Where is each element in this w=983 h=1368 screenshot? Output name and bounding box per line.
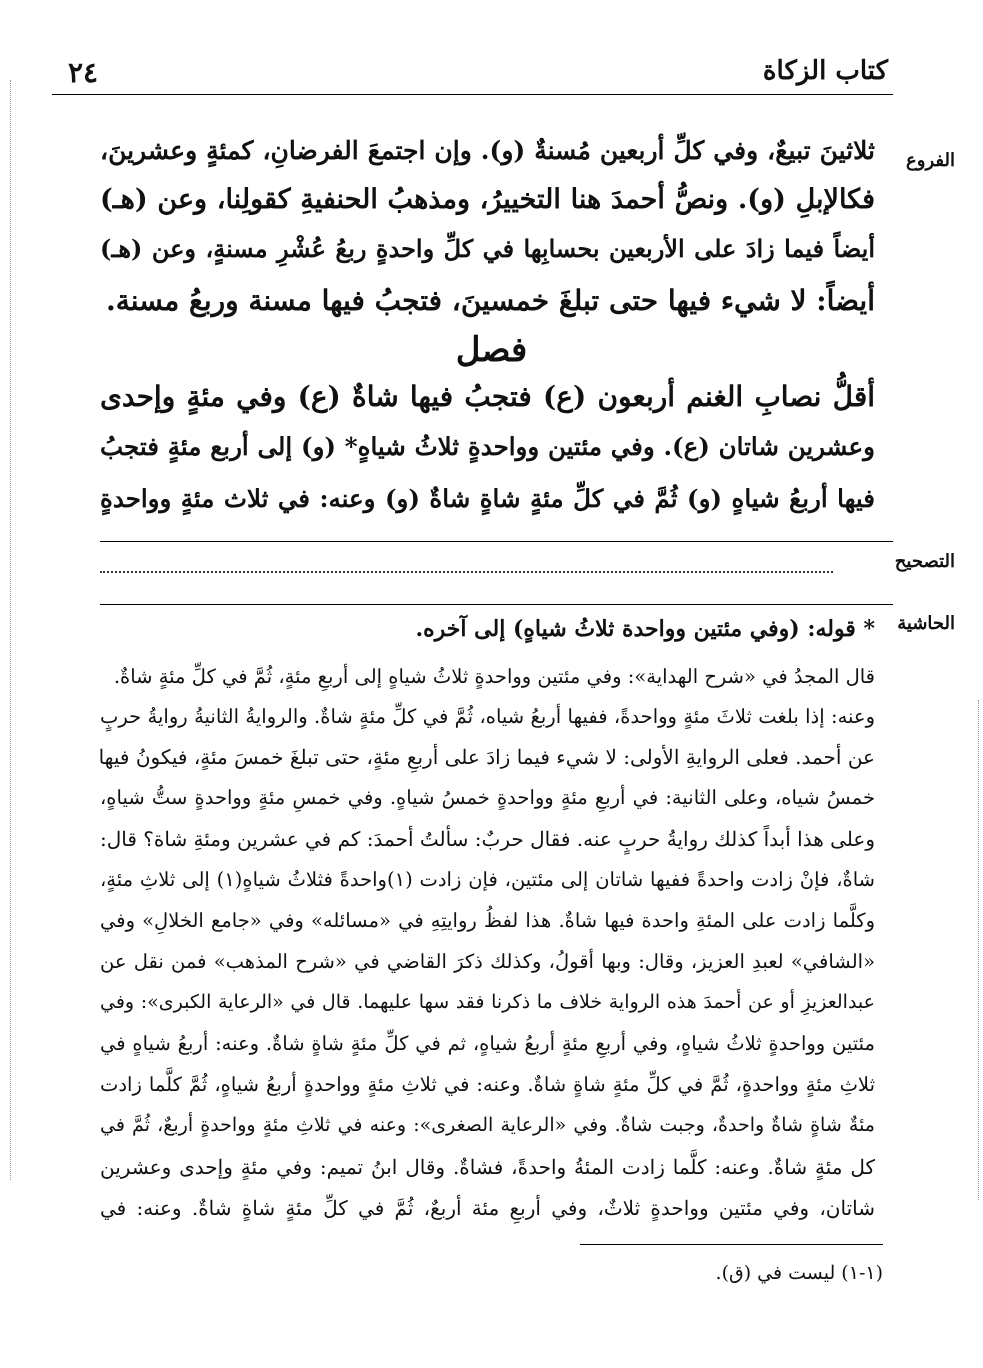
- commentary-line: وعنه: إذا بلغت ثلاثَ مئةٍ وواحدةً، ففيها أربعُ شياه، ثُمَّ في كلِّ مئةٍ شاةٌ. والروايةُ الثانيةُ روايةُ حربٍ: [100, 705, 875, 728]
- commentary-line: مئتين وواحدةٍ ثلاثُ شياهٍ، وفي أربعِ مئةٍ أربعُ شياهٍ، ثم في كلِّ مئةٍ شاةٍ شاةٌ. وعنه: أربعُ شياهٍ في: [100, 1032, 875, 1055]
- commentary-line: عن أحمد. فعلى الروايةِ الأولى: لا شيء فيما زادَ على أربعِ مئةٍ، حتى تبلغَ خمسَ مئةٍ، فيكونُ فيها: [98, 745, 875, 769]
- hashiya-rule: [100, 604, 893, 605]
- commentary-line: مئةٌ شاةٍ شاةٌ واحدةٌ، وجبت شاةٌ. وفي «الرعاية الصغرى»: وعنه في ثلاثِ مئةٍ وواحدةٍ أربعٌ، ثُمَّ في: [100, 1114, 875, 1136]
- page-number: ٢٤: [68, 56, 99, 89]
- margin-label-furu: الفروع: [906, 150, 955, 171]
- commentary-line: خمسُ شياه، وعلى الثانية: في أربعِ مئةٍ وواحدةٍ خمسُ شياهٍ. وفي خمسِ مئةٍ وواحدةٍ ستُّ شياهٍ،: [100, 786, 875, 809]
- main-text-line: أيضاً: لا شيء فيها حتى تبلغَ خمسينَ، فتجبُ فيها مسنة وربعُ مسنة.: [106, 284, 875, 317]
- scan-edge-right: [978, 700, 981, 1200]
- main-text-line: أقلُّ نصابِ الغنم أربعون (ع) فتجبُ فيها شاةٌ (ع) وفي مئةٍ وإحدى: [100, 380, 875, 413]
- commentary-line: وعلى هذا أبداً كذلك روايةُ حربٍ عنه. فقال حربٌ: سألتُ أحمدَ: كم في عشرين ومئةِ شاة؟ قال:: [99, 827, 875, 851]
- commentary-line: ثلاثِ مئةٍ وواحدةٍ، ثُمَّ في كلِّ مئةٍ شاةٍ شاةٌ. وعنه: في ثلاثِ مئةٍ وواحدةٍ أربعُ شياهٍ، ثُمَّ كلَّما زادت: [100, 1073, 875, 1096]
- section-heading: فصل: [455, 330, 528, 370]
- commentary-line: شاتان، وفي مئتين وواحدةٍ ثلاثٌ، وفي أربعِ مئة أربعٌ، ثُمَّ في كلِّ مئةٍ شاةٍ شاةٌ. وعنه: في: [100, 1196, 875, 1220]
- commentary-line: قال المجدُ في «شرح الهداية»: وفي مئتين وواحدةٍ ثلاثُ شياهٍ إلى أربعِ مئةٍ، ثُمَّ في كلِّ مئةٍ شاةٌ.: [113, 665, 875, 688]
- main-text-rule: [100, 541, 893, 542]
- commentary-line: كل مئةٍ شاةٌ. وعنه: كلَّما زادت المئةُ واحدةً، فشاةٌ. وقال ابنُ تميم: وفي مئةٍ وإحدى وعشرين: [100, 1155, 875, 1179]
- commentary-line: «الشافي» لعبدِ العزيز، وقال: وبها أقولُ، وكذلك ذكرَ القاضي في «شرح المذهب» فمن نقل عن: [100, 950, 875, 973]
- tashih-dotted-line: [100, 571, 833, 573]
- commentary-line: شاةٌ، فإنْ زادت واحدةً ففيها شاتان إلى مئتين، فإن زادت (١)واحدةً فثلاثُ شياهٍ(١) إلى ثلاثِ مئةٍ،: [100, 868, 875, 891]
- margin-label-tashih: التصحيح: [894, 551, 955, 572]
- main-text-line: فيها أربعُ شياهٍ (و) ثُمَّ في كلِّ مئةٍ شاةٍ شاةٌ (و) وعنه: في ثلاث مئةٍ وواحدةٍ: [100, 484, 875, 513]
- running-header-title: كتاب الزكاة: [762, 56, 888, 86]
- main-text-line: ثلاثينَ تبيعٌ، وفي كلِّ أربعين مُسنةٌ (و). وإن اجتمعَ الفرضانِ، كمئةٍ وعشرينَ،: [100, 136, 875, 165]
- main-text-line: وعشرين شاتان (ع). وفي مئتين وواحدةٍ ثلاثُ شياهٍ* (و) إلى أربع مئةٍ فتجبُ: [100, 432, 875, 461]
- hashiya-quote: * قوله: (وفي مئتين وواحدة ثلاثُ شياهٍ) إلى آخره.: [415, 616, 875, 642]
- commentary-line: وكلَّما زادت على المئةِ واحدة فيها شاةٌ. هذا لفظُ روايتِهِ في «مسائله» وفي «جامع الخلالِ» وفي: [100, 909, 875, 932]
- main-text-line: فكالإبلِ (و). ونصُّ أحمدَ هنا التخييرُ، ومذهبُ الحنفيةِ كقولِنا، وعن (هـ): [100, 184, 875, 215]
- main-text-line: أيضاً فيما زادَ على الأربعين بحسابِها في كلِّ واحدةٍ ربعُ عُشْرِ مسنةٍ، وعن (هـ): [100, 234, 875, 263]
- margin-label-hashiya: الحاشية: [897, 613, 955, 634]
- commentary-line: عبدالعزيزِ أو عن أحمدَ هذه الرواية خلاف ما ذكرنا فقد سها عليهما. قال في «الرعاية الكبرى»: وفي: [100, 991, 875, 1013]
- footnote-rule: [580, 1244, 883, 1245]
- header-rule: [52, 94, 893, 95]
- footnote: (١-١) ليست في (ق).: [715, 1262, 883, 1284]
- scan-edge-left: [10, 80, 13, 1180]
